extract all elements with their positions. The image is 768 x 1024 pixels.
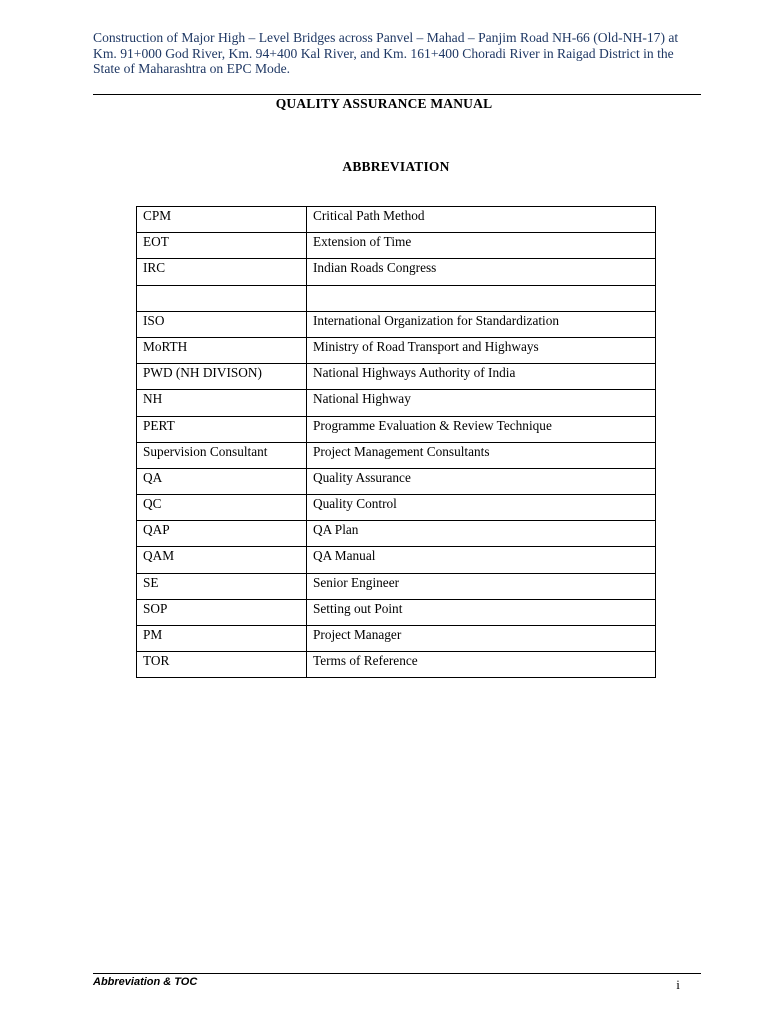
- table-row: [137, 259, 656, 285]
- meaning-text: Ministry of Road Transport and Highways: [313, 338, 539, 354]
- table-row: [137, 207, 656, 233]
- abbreviation-text: QAM: [143, 548, 175, 564]
- meaning-cell: [307, 390, 656, 416]
- table-row: [137, 390, 656, 416]
- abbreviation-cell: [137, 259, 307, 285]
- meaning-text: International Organization for Standardization: [313, 312, 560, 328]
- meaning-cell: [307, 364, 656, 390]
- meaning-cell: [307, 442, 656, 468]
- abbreviation-cell: [137, 233, 307, 259]
- abbreviation-cell: [137, 468, 307, 494]
- meaning-cell: [307, 233, 656, 259]
- abbreviation-cell: [137, 521, 307, 547]
- abbreviation-cell: [137, 364, 307, 390]
- abbreviation-text: QA: [143, 469, 163, 485]
- abbreviation-text: CPM: [143, 208, 172, 223]
- table-row: [137, 233, 656, 259]
- abbreviation-cell: [137, 599, 307, 625]
- abbreviation-cell: [137, 652, 307, 678]
- abbreviation-cell: [137, 285, 307, 311]
- abbreviation-text: SOP: [143, 600, 168, 616]
- abbreviation-cell: [137, 337, 307, 363]
- table-row: [137, 416, 656, 442]
- table-row: [137, 521, 656, 547]
- abbreviation-cell: [137, 207, 307, 233]
- table-row: [137, 495, 656, 521]
- meaning-text: National Highways Authority of India: [313, 365, 516, 381]
- meaning-text: National Highway: [313, 391, 411, 407]
- abbreviation-cell: [137, 547, 307, 573]
- table-row: [137, 652, 656, 678]
- abbreviation-text: NH: [143, 391, 163, 407]
- abbreviation-text: [143, 286, 300, 287]
- meaning-text: QA Manual: [313, 548, 376, 564]
- abbreviation-text: QC: [143, 496, 162, 512]
- meaning-text: Critical Path Method: [313, 208, 425, 223]
- footer-divider: [93, 973, 701, 974]
- abbreviation-text: SE: [143, 574, 159, 590]
- meaning-text: Setting out Point: [313, 600, 403, 616]
- meaning-cell: [307, 207, 656, 233]
- abbreviation-text: EOT: [143, 234, 169, 250]
- meaning-text: Programme Evaluation & Review Technique: [313, 417, 552, 433]
- abbreviation-text: PM: [143, 627, 163, 642]
- meaning-text: Senior Engineer: [313, 574, 400, 590]
- meaning-cell: [307, 521, 656, 547]
- abbreviation-cell: [137, 495, 307, 521]
- meaning-cell: [307, 573, 656, 599]
- meaning-cell: [307, 311, 656, 337]
- abbreviation-cell: [137, 311, 307, 337]
- abbreviation-cell: [137, 416, 307, 442]
- meaning-cell: [307, 337, 656, 363]
- table-row: [137, 573, 656, 599]
- meaning-cell: [307, 652, 656, 678]
- meaning-cell: [307, 259, 656, 285]
- meaning-text: [313, 286, 649, 287]
- meaning-cell: [307, 285, 656, 311]
- table-row: [137, 285, 656, 311]
- meaning-text: Project Management Consultants: [313, 443, 490, 459]
- abbreviation-text: QAP: [143, 522, 170, 538]
- table-row: [137, 364, 656, 390]
- meaning-text: Quality Control: [313, 496, 397, 512]
- document-header-project-title: Construction of Major High – Level Bridges across Panvel – Mahad – Panjim Road NH-66 (Old-NH-17) at Km. 91+000 God River, Km. 94+400 Kal River, and Km. 161+400 Choradi River in Raigad District in the State of Maharashtra on EPC Mode.: [93, 30, 679, 76]
- meaning-cell: [307, 416, 656, 442]
- abbreviation-text: PERT: [143, 417, 175, 433]
- table-row: [137, 468, 656, 494]
- meaning-text: QA Plan: [313, 522, 359, 538]
- abbreviation-cell: [137, 626, 307, 652]
- meaning-text: Indian Roads Congress: [313, 260, 437, 276]
- abbreviation-text: ISO: [143, 312, 165, 328]
- abbreviation-table: [136, 206, 656, 678]
- meaning-text: Project Manager: [313, 627, 402, 642]
- meaning-text: Quality Assurance: [313, 469, 411, 485]
- abbreviation-text: PWD (NH DIVISON): [143, 365, 262, 381]
- header-divider: [93, 94, 701, 95]
- abbreviation-text: MoRTH: [143, 338, 188, 354]
- abbreviation-text: TOR: [143, 653, 170, 669]
- page-number: i: [676, 977, 680, 992]
- meaning-text: Terms of Reference: [313, 653, 418, 669]
- table-row: [137, 311, 656, 337]
- meaning-cell: [307, 547, 656, 573]
- table-row: [137, 547, 656, 573]
- table-row: [137, 337, 656, 363]
- table-row: [137, 442, 656, 468]
- table-row: [137, 599, 656, 625]
- meaning-text: Extension of Time: [313, 234, 412, 250]
- document-title: QUALITY ASSURANCE MANUAL: [275, 96, 493, 111]
- abbreviation-cell: [137, 390, 307, 416]
- section-title: ABBREVIATION: [342, 159, 450, 174]
- abbreviation-cell: [137, 573, 307, 599]
- meaning-cell: [307, 626, 656, 652]
- meaning-cell: [307, 468, 656, 494]
- table-row: [137, 626, 656, 652]
- meaning-cell: [307, 495, 656, 521]
- abbreviation-text: IRC: [143, 260, 166, 276]
- abbreviation-text: Supervision Consultant: [143, 443, 268, 459]
- abbreviation-cell: [137, 442, 307, 468]
- meaning-cell: [307, 599, 656, 625]
- footer-section-label: Abbreviation & TOC: [93, 976, 198, 988]
